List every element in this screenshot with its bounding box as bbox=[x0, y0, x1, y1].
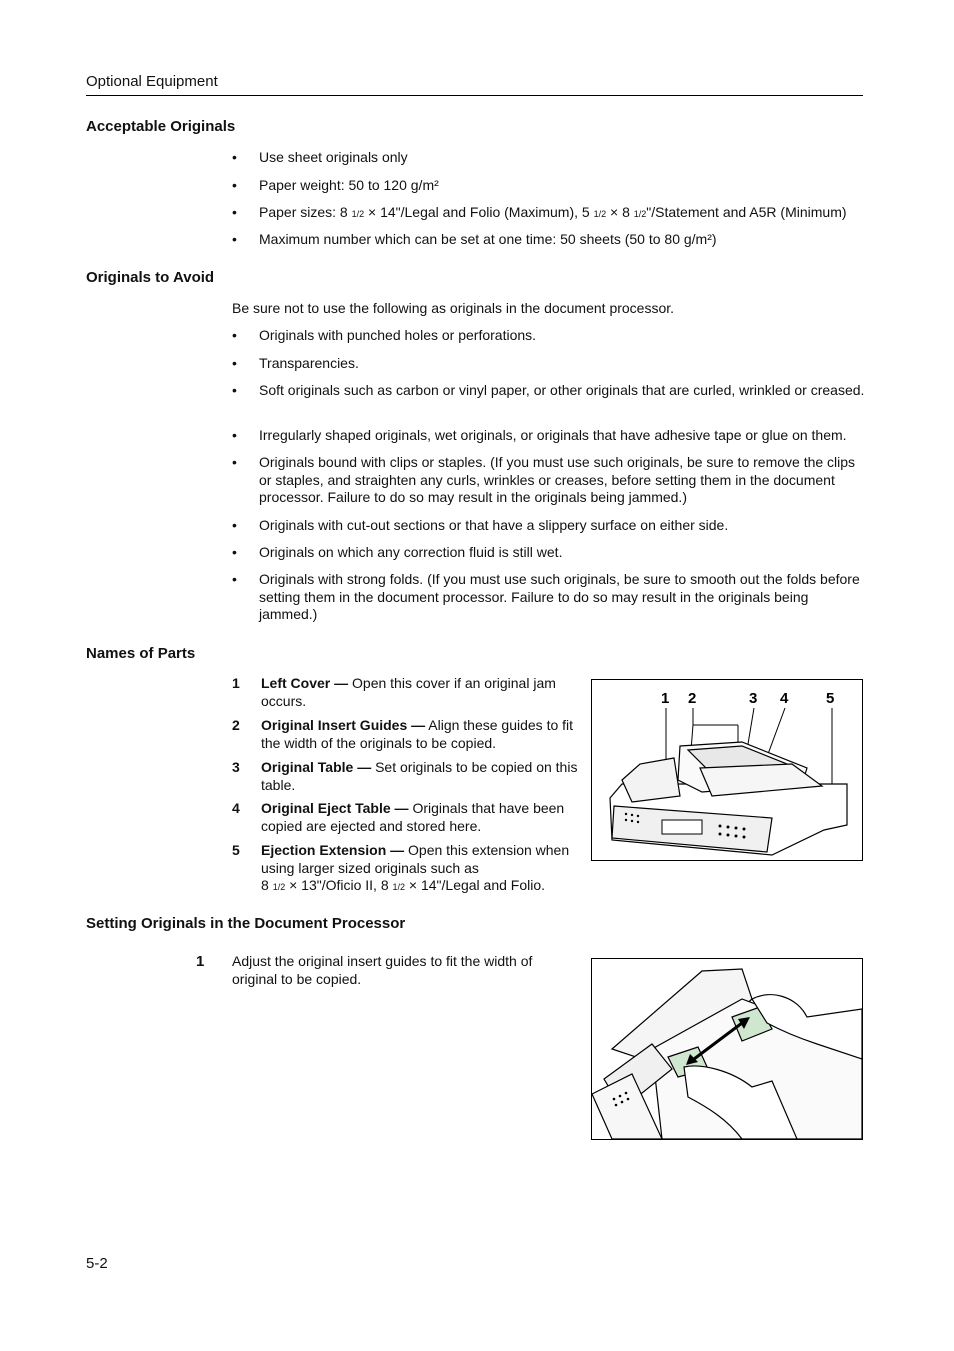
step-text: Adjust the original insert guides to fit the width of original to be copied. bbox=[232, 953, 533, 987]
list-item-text: Paper weight: 50 to 120 g/m² bbox=[259, 177, 439, 193]
heading-acceptable-originals: Acceptable Originals bbox=[86, 118, 236, 135]
heading-setting-originals: Setting Originals in the Document Processor bbox=[86, 915, 406, 932]
callout-label: 1 bbox=[661, 690, 670, 707]
callout-label: 3 bbox=[749, 690, 758, 707]
adjust-guides-illustration bbox=[592, 959, 862, 1139]
parts-figure bbox=[591, 679, 863, 861]
running-header: Optional Equipment bbox=[86, 73, 218, 90]
callout-label: 5 bbox=[826, 690, 835, 707]
paper-sizes-text: Paper sizes: 8 1/2 × 14"/Legal and Folio (Maximum), 5 1/2 × 8 1/2"/Statement and A5R (Minimum) bbox=[259, 204, 847, 220]
avoid-intro: Be sure not to use the following as originals in the document processor. bbox=[232, 300, 675, 316]
heading-originals-to-avoid: Originals to Avoid bbox=[86, 269, 215, 286]
callout-label: 2 bbox=[688, 690, 697, 707]
step-number: 1 bbox=[196, 953, 205, 970]
list-item-text: Use sheet originals only bbox=[259, 149, 408, 165]
heading-names-of-parts: Names of Parts bbox=[86, 645, 196, 662]
document-processor-illustration bbox=[592, 680, 862, 860]
callout-label: 4 bbox=[780, 690, 789, 707]
list-item-text: Maximum number which can be set at one time: 50 sheets (50 to 80 g/m²) bbox=[259, 231, 717, 247]
page-number: 5-2 bbox=[86, 1255, 108, 1272]
insert-guides-figure bbox=[591, 958, 863, 1140]
header-rule bbox=[86, 95, 863, 96]
